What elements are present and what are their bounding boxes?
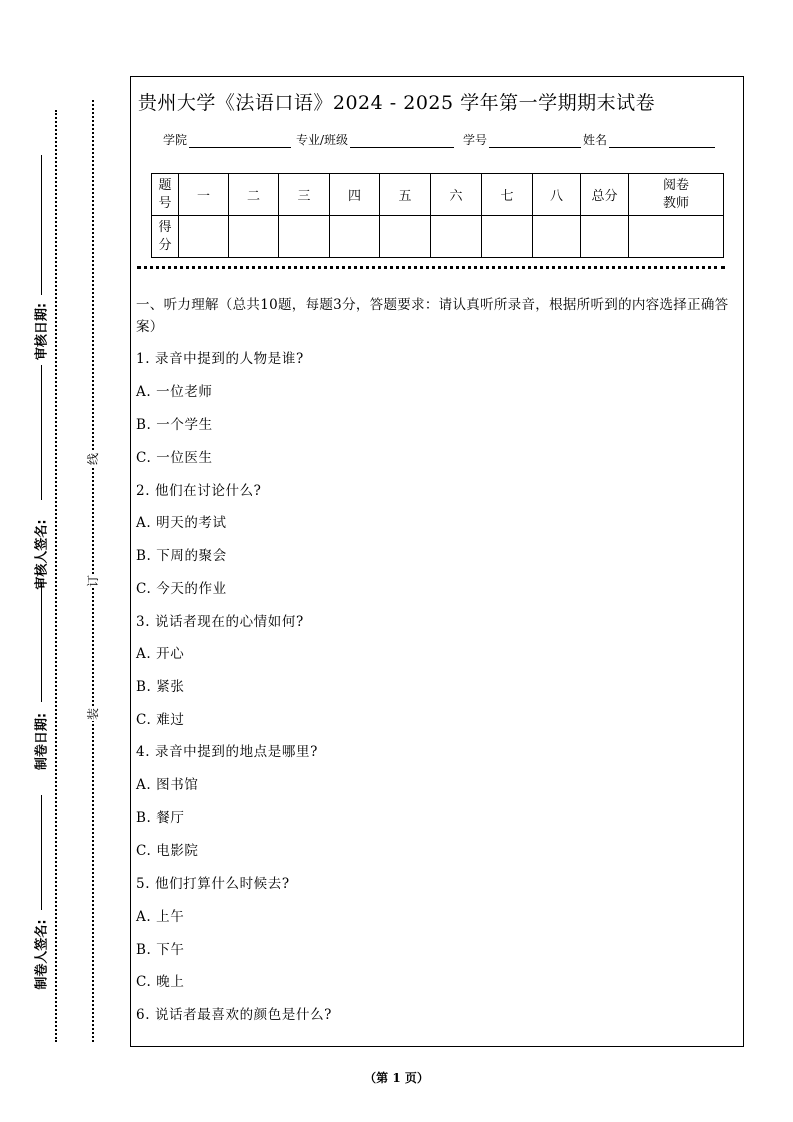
score-cell[interactable] (380, 216, 431, 258)
score-cell[interactable] (629, 216, 724, 258)
question-text: 6. 说话者最喜欢的颜色是什么? (136, 1007, 333, 1023)
col-header: 二 (229, 174, 279, 216)
score-cell[interactable] (482, 216, 533, 258)
binding-bind-char: 装 (86, 708, 100, 721)
binding-dotted-line (92, 100, 94, 1042)
section1-heading: 一、听力理解（总共10题，每题3分，答题要求：请认真听所录音，根据所听到的内容选择正确答案） (136, 297, 729, 335)
option-text[interactable]: A. 开心 (136, 646, 185, 662)
major-blank[interactable] (350, 133, 454, 148)
score-cell[interactable] (533, 216, 581, 258)
option-text[interactable]: B. 下周的聚会 (136, 548, 227, 564)
reviewer-signature-line (41, 365, 42, 500)
name-blank[interactable] (609, 133, 715, 148)
col-header: 八 (533, 174, 581, 216)
maker-signature-line (41, 795, 42, 910)
option-text[interactable]: B. 餐厅 (136, 810, 185, 826)
section-divider (137, 266, 725, 269)
major-field (296, 131, 454, 148)
score-cell[interactable] (279, 216, 330, 258)
option-text[interactable]: A. 明天的考试 (136, 515, 227, 531)
question-text: 1. 录音中提到的人物是谁? (136, 351, 304, 367)
exam-title: 贵州大学《法语口语》2024 - 2025 学年第一学期期末试卷 (137, 92, 656, 114)
option-text[interactable]: A. 图书馆 (136, 777, 199, 793)
student-id-field (463, 131, 581, 148)
college-label: 学院 (163, 133, 188, 147)
binding-line-char: 线 (86, 453, 100, 466)
option-text[interactable]: C. 难过 (136, 712, 185, 728)
col-header: 七 (482, 174, 533, 216)
col-header: 一 (179, 174, 229, 216)
college-blank[interactable] (189, 133, 291, 148)
score-header: 得分 (152, 216, 179, 258)
reviewer-date-line (41, 155, 42, 295)
major-label: 专业/班级 (296, 133, 349, 147)
question-text: 5. 他们打算什么时候去? (136, 876, 290, 892)
option-text[interactable]: B. 下午 (136, 942, 185, 958)
option-text[interactable]: C. 一位医生 (136, 450, 213, 466)
score-table-header-row (152, 174, 724, 216)
option-text[interactable]: C. 晚上 (136, 974, 185, 990)
question-text: 3. 说话者现在的心情如何? (136, 614, 304, 630)
option-text[interactable]: B. 紧张 (136, 679, 185, 695)
option-text[interactable]: A. 上午 (136, 909, 185, 925)
name-field (583, 131, 715, 148)
score-cell[interactable] (179, 216, 229, 258)
college-field (163, 131, 291, 148)
score-table-score-row (152, 216, 724, 258)
reviewer-signature-label: 审核人签名: (34, 519, 50, 590)
left-dotted-line (55, 110, 57, 1042)
col-header: 五 (380, 174, 431, 216)
col-header: 六 (431, 174, 482, 216)
maker-date-label: 制卷日期: (34, 712, 50, 771)
option-text[interactable]: A. 一位老师 (136, 384, 213, 400)
score-cell[interactable] (229, 216, 279, 258)
student-id-label: 学号 (463, 133, 488, 147)
col-header: 三 (279, 174, 330, 216)
grader-header: 阅卷 教师 (629, 174, 724, 216)
question-number-header: 题号 (152, 174, 179, 216)
binding-order-char: 订 (86, 575, 100, 588)
maker-signature-label: 制卷人签名: (34, 919, 50, 990)
score-cell[interactable] (431, 216, 482, 258)
option-text[interactable]: B. 一个学生 (136, 417, 213, 433)
maker-date-line (41, 582, 42, 702)
option-text[interactable]: C. 今天的作业 (136, 581, 227, 597)
question-text: 4. 录音中提到的地点是哪里? (136, 744, 318, 760)
score-table (151, 173, 724, 258)
option-text[interactable]: C. 电影院 (136, 843, 199, 859)
reviewer-date-label: 审核日期: (34, 302, 50, 361)
question-text: 2. 他们在讨论什么? (136, 483, 262, 499)
name-label: 姓名 (583, 133, 608, 147)
col-header: 四 (330, 174, 380, 216)
total-score-header: 总分 (581, 174, 629, 216)
page-number: （第 1 页） (364, 1071, 429, 1085)
score-cell[interactable] (330, 216, 380, 258)
student-id-blank[interactable] (489, 133, 581, 148)
score-cell[interactable] (581, 216, 629, 258)
